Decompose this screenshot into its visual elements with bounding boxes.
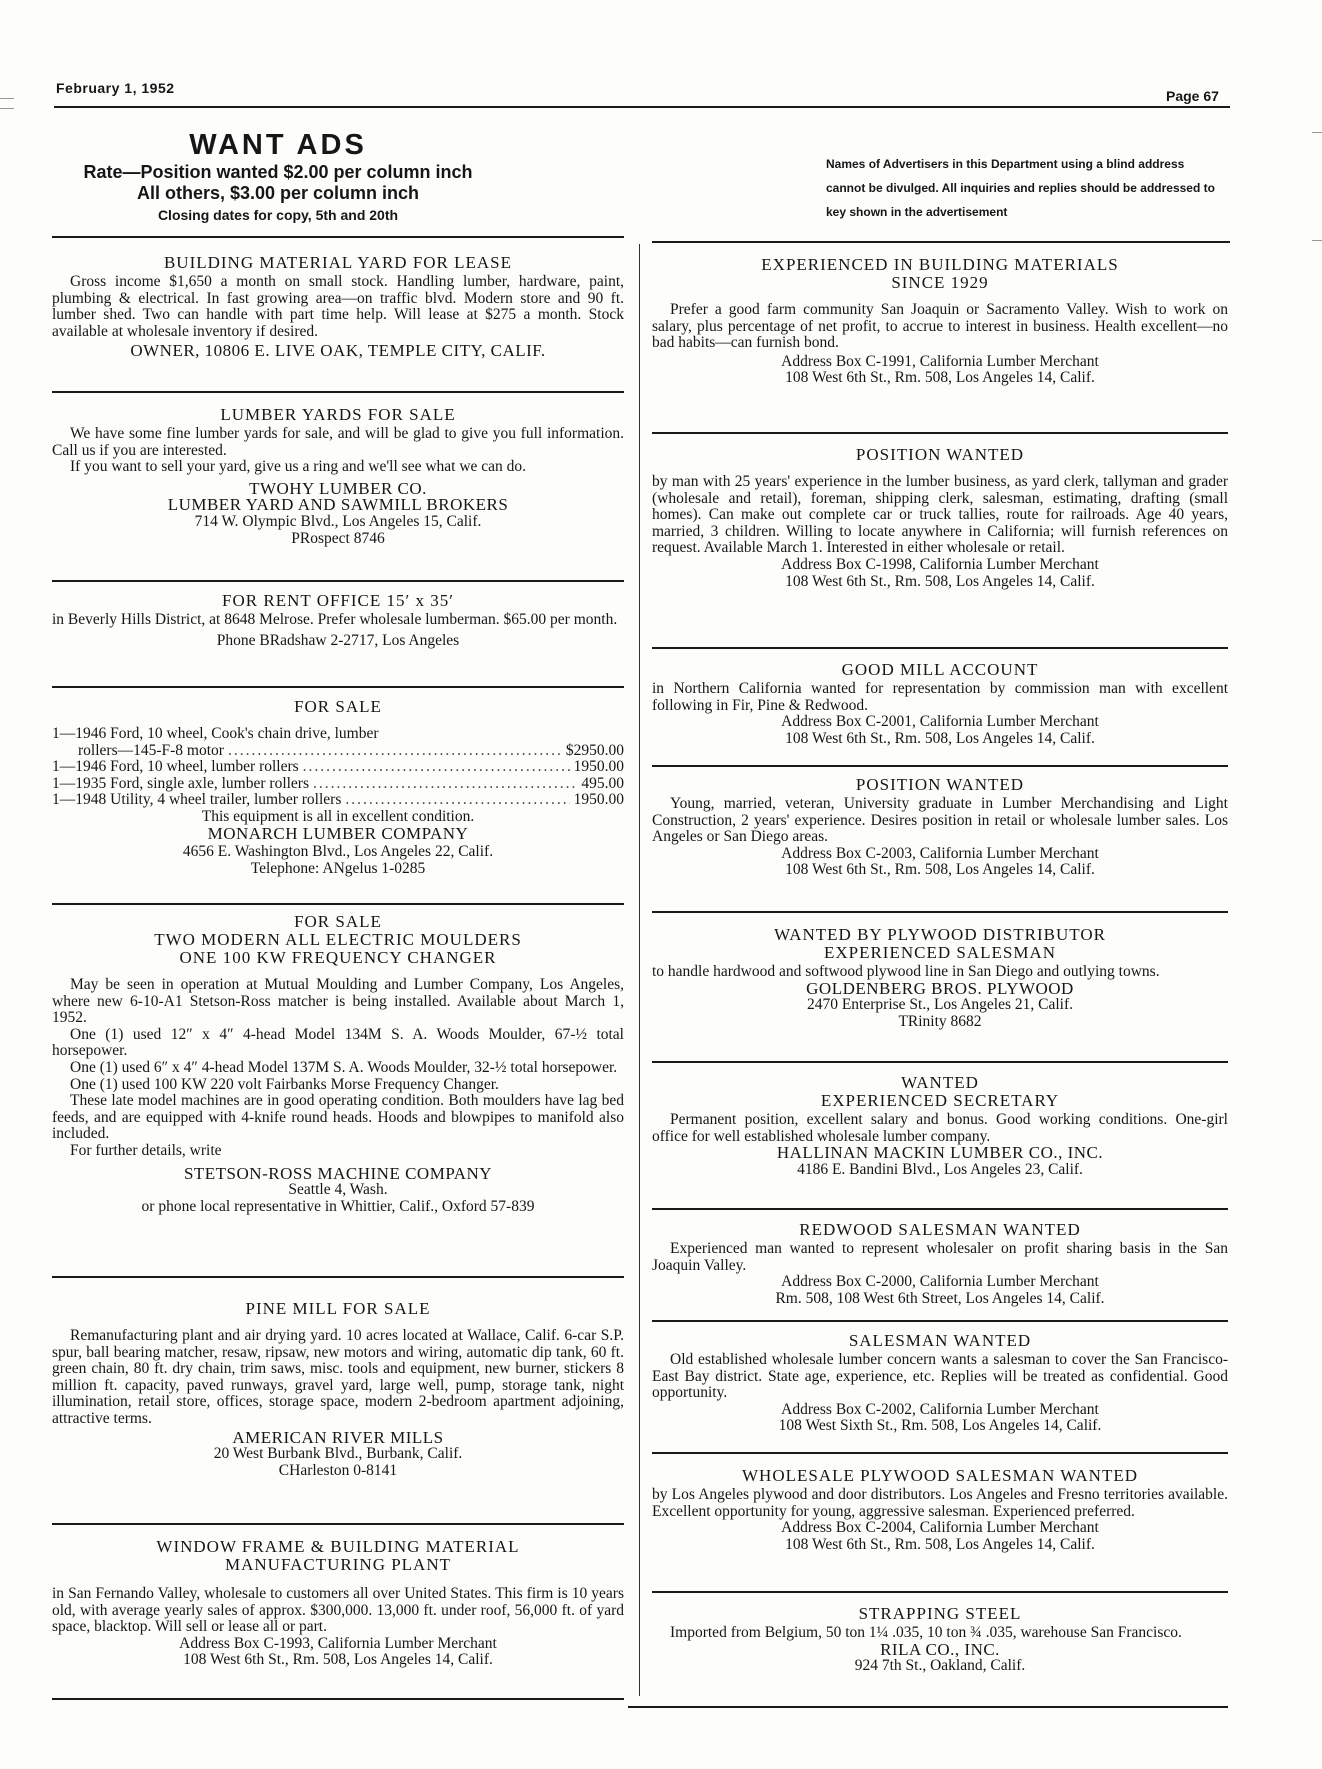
ad-address: 20 West Burbank Blvd., Burbank, Calif.: [213, 1445, 463, 1463]
ad-divider: [52, 391, 624, 393]
ad-body: in Beverly Hills District, at 8648 Melrose. Prefer wholesale lumberman. $65.00 per month.: [52, 611, 618, 628]
ad-address: 108 West Sixth St., Rm. 508, Los Angeles 14, Calif.: [778, 1417, 1102, 1435]
ad-address: Address Box C-2004, California Lumber Merchant: [781, 1519, 1099, 1537]
ad-heading: FOR SALE: [294, 912, 382, 931]
ad-plywood-distributor-salesman: [652, 926, 1228, 1030]
ad-experienced-building-materials: [652, 256, 1228, 387]
equipment-price: 1950.00: [573, 758, 624, 776]
ad-heading: REDWOOD SALESMAN WANTED: [799, 1220, 1081, 1239]
ad-heading: STRAPPING STEEL: [858, 1604, 1022, 1623]
ad-body: by Los Angeles plywood and door distributors. Los Angeles and Fresno territories available. Excellent opportunity for young, aggressive salesman. Experienced preferred.: [652, 1486, 1228, 1520]
ad-address: Seattle 4, Wash.: [288, 1181, 388, 1199]
page-edge-mark: [1312, 132, 1322, 133]
ad-heading: LUMBER YARDS FOR SALE: [220, 405, 456, 424]
equipment-item: [52, 759, 624, 776]
blind-address-notice: Names of Advertisers in this Department using a blind address cannot be divulged. All inquiries and replies should be addressed to key shown in the advertisement: [826, 157, 1215, 219]
ad-address: Address Box C-2002, California Lumber Merchant: [781, 1400, 1099, 1418]
ad-signature: HALLINAN MACKIN LUMBER CO., INC.: [776, 1143, 1104, 1163]
ad-address: 108 West 6th St., Rm. 508, Los Angeles 14, Calif.: [785, 572, 1095, 590]
ad-phone: Telephone: ANgelus 1-0285: [250, 859, 426, 877]
leader-dots: [228, 743, 562, 760]
rate-line-position: Rate—Position wanted $2.00 per column inch: [83, 162, 473, 182]
ad-wholesale-plywood-salesman: [652, 1467, 1228, 1553]
ad-address: Address Box C-1998, California Lumber Merchant: [781, 555, 1099, 573]
ad-signature: TWOHY LUMBER CO.: [249, 478, 427, 498]
ad-body: Old established wholesale lumber concern wants a salesman to cover the San Francisco-East Bay district. State age, experience, etc. Replies will be treated as confidential. Good opportunity.: [652, 1351, 1228, 1402]
ad-body: to handle hardwood and softwood plywood line in San Diego and outlying towns.: [652, 963, 1160, 980]
equipment-item: [52, 792, 624, 809]
ad-body: by man with 25 years' experience in the lumber business, as yard clerk, tallyman and grader (wholesale and retail), foreman, shipping clerk, salesman, estimating, drafting (small homes). Can make out complete car or truck tallies, route for railroads. Age 40 years, married, 3 children. Willing to locate anywhere in California; will furnish references on request. Available March 1. Interested in either wholesale or retail.: [652, 473, 1228, 557]
ad-body: Permanent position, excellent salary and bonus. Good working conditions. One-girl office for well established wholesale lumber company.: [652, 1111, 1228, 1145]
ad-window-frame-plant: [52, 1538, 624, 1669]
ad-divider: [52, 580, 624, 582]
ad-building-material-yard: [52, 254, 624, 360]
ad-divider: [52, 1698, 624, 1700]
ad-position-wanted-graduate: [652, 776, 1228, 879]
equipment-item: 1—1946 Ford, 10 wheel, Cook's chain drive, lumber: [52, 725, 379, 742]
leader-dots: [345, 792, 569, 809]
ad-heading: MANUFACTURING PLANT: [225, 1555, 451, 1574]
ad-address: 108 West 6th St., Rm. 508, Los Angeles 14, Calif.: [785, 861, 1095, 879]
ad-heading: EXPERIENCED SECRETARY: [820, 1091, 1060, 1110]
page-number: Page 67: [1166, 88, 1219, 104]
ad-phone: PRospect 8746: [291, 529, 385, 547]
equipment-label: 1—1948 Utility, 4 wheel trailer, lumber rollers: [52, 791, 342, 809]
ad-divider: [52, 903, 624, 905]
ad-pine-mill-for-sale: [52, 1300, 624, 1479]
page-edge-mark: [0, 98, 14, 99]
ad-heading: FOR SALE: [294, 697, 382, 716]
ad-heading: SINCE 1929: [891, 273, 989, 292]
ad-body: One (1) used 6″ x 4″ 4-head Model 137M S. A. Woods Moulder, 32-½ total horsepower.: [70, 1058, 618, 1076]
closing-dates: Closing dates for copy, 5th and 20th: [157, 207, 399, 223]
ad-address: Address Box C-1993, California Lumber Merchant: [179, 1634, 497, 1652]
ad-signature: STETSON-ROSS MACHINE COMPANY: [183, 1163, 493, 1183]
ad-signature: LUMBER YARD AND SAWMILL BROKERS: [167, 495, 509, 515]
ad-heading: WHOLESALE PLYWOOD SALESMAN WANTED: [742, 1466, 1138, 1485]
header-rule: [54, 106, 1230, 108]
ad-body: in Northern California wanted for representation by commission man with excellent following in Fir, Pine & Redwood.: [652, 680, 1228, 714]
ad-divider: [652, 1320, 1228, 1322]
section-title: WANT ADS: [189, 129, 367, 161]
ad-divider: [52, 686, 624, 688]
ad-body: Imported from Belgium, 50 ton 1¼ .035, 10 ton ¾ .035, warehouse San Francisco.: [670, 1624, 1182, 1641]
ad-address: Address Box C-1991, California Lumber Merchant: [781, 352, 1099, 370]
ad-divider: [652, 1208, 1228, 1210]
ad-heading: TWO MODERN ALL ELECTRIC MOULDERS: [154, 930, 522, 949]
equipment-price: 495.00: [581, 774, 624, 792]
ad-address: 714 W. Olympic Blvd., Los Angeles 15, Calif.: [194, 512, 482, 530]
ad-heading: WINDOW FRAME & BUILDING MATERIAL: [156, 1537, 520, 1556]
ad-address: 108 West 6th St., Rm. 508, Los Angeles 14, Calif.: [785, 1535, 1095, 1553]
ad-address: 4186 E. Bandini Blvd., Los Angeles 23, Calif.: [797, 1160, 1083, 1178]
equipment-label: 1—1946 Ford, 10 wheel, lumber rollers: [52, 758, 299, 776]
ad-address: Address Box C-2000, California Lumber Merchant: [781, 1273, 1099, 1291]
ad-divider: [652, 647, 1228, 649]
ad-heading: POSITION WANTED: [855, 445, 1025, 464]
page-edge-mark: [0, 108, 14, 109]
ad-divider: [652, 1452, 1228, 1454]
ad-address: Address Box C-2001, California Lumber Merchant: [781, 713, 1099, 731]
ad-signature: AMERICAN RIVER MILLS: [232, 1427, 444, 1447]
ad-divider: [652, 765, 1228, 767]
ad-address: 108 West 6th St., Rm. 508, Los Angeles 14, Calif.: [785, 729, 1095, 747]
ad-divider: [652, 1591, 1228, 1593]
ad-heading: SALESMAN WANTED: [848, 1331, 1032, 1350]
ad-body: Experienced man wanted to represent wholesaler on profit sharing basis in the San Joaquin Valley.: [652, 1240, 1228, 1274]
ad-body: These late model machines are in good operating condition. Both moulders have lag bed feeds, and are equipped with 4-knife round heads. Hoods and blowpipes to manifold also included.: [52, 1092, 624, 1143]
ad-heading: FOR RENT OFFICE 15′ x 35′: [222, 591, 454, 610]
ad-strapping-steel: [652, 1605, 1228, 1675]
ad-phone: or phone local representative in Whittier, Calif., Oxford 57-839: [141, 1197, 535, 1215]
ad-divider: [52, 1276, 624, 1278]
ad-heading: EXPERIENCED IN BUILDING MATERIALS: [761, 255, 1119, 274]
ad-experienced-secretary: [652, 1074, 1228, 1178]
ad-heading: POSITION WANTED: [855, 775, 1025, 794]
ad-body: Remanufacturing plant and air drying yard. 10 acres located at Wallace, Calif. 6-car S.P. spur, ball bearing matcher, resaw, ripsaw, new motors and wiring, automatic dip tank, 60 ft. green chain, 80 ft. dry chain, trim saws, misc. tools and equipment, new burner, stickers 8 million ft. capacity, paved runways, gravel yard, large well, pump, storage tank, night illumination, retail store, offices, storage space, modern 2-bedroom apartment adjoining, attractive terms.: [52, 1327, 624, 1427]
ad-address: 108 West 6th St., Rm. 508, Los Angeles 14, Calif.: [183, 1651, 493, 1669]
ad-office-for-rent: [52, 592, 624, 649]
section-rule-right: [652, 241, 1230, 243]
ad-heading: EXPERIENCED SALESMAN: [823, 943, 1057, 962]
section-rule-left: [52, 236, 624, 238]
ad-phone: Phone BRadshaw 2-2717, Los Angeles: [216, 631, 460, 649]
ad-address: 4656 E. Washington Blvd., Los Angeles 22, Calif.: [182, 843, 494, 861]
equipment-label: 1—1935 Ford, single axle, lumber rollers: [52, 774, 309, 792]
ad-heading: BUILDING MATERIAL YARD FOR LEASE: [163, 253, 513, 272]
column-divider: [639, 244, 640, 1696]
ad-phone: TRinity 8682: [898, 1012, 982, 1030]
ad-body: One (1) used 100 KW 220 volt Fairbanks Morse Frequency Changer.: [70, 1075, 499, 1093]
ad-ford-trucks-for-sale: [52, 698, 624, 877]
ad-body: Gross income $1,650 a month on small stock. Handling lumber, hardware, paint, plumbing & electrical. In fast growing area—on traffic blvd. Modern store and 90 ft. lumber shed. Two can handle with part time help. Will lease at $275 a month. Stock available at wholesale inventory if desired.: [52, 273, 624, 340]
ad-phone: CHarleston 0-8141: [278, 1461, 398, 1479]
equipment-item: [52, 776, 624, 793]
ad-body: For further details, write: [70, 1141, 222, 1159]
ad-body: May be seen in operation at Mutual Moulding and Lumber Company, Los Angeles, where new 6-10-A1 Stetson-Ross matcher is being installed. Available about March 1, 1952.: [52, 976, 624, 1027]
ad-divider: [52, 1523, 624, 1525]
ad-signature: GOLDENBERG BROS. PLYWOOD: [806, 978, 1074, 998]
ad-moulders-for-sale: [52, 913, 624, 1215]
ad-heading: PINE MILL FOR SALE: [245, 1299, 431, 1318]
leader-dots: [303, 759, 570, 776]
ad-address: 2470 Enterprise St., Los Angeles 21, Calif.: [806, 996, 1074, 1014]
equipment-item: [52, 743, 624, 760]
ad-position-wanted-yard-clerk: [652, 446, 1228, 590]
ad-note: This equipment is all in excellent condition.: [201, 807, 475, 825]
ad-divider: [652, 911, 1228, 913]
want-ads-title-block: [50, 128, 506, 224]
page-edge-mark: [1312, 240, 1322, 241]
rate-line-others: All others, $3.00 per column inch: [136, 183, 420, 203]
ad-body: Prefer a good farm community San Joaquin or Sacramento Valley. Wish to work on salary, plus percentage of net profit, to accrue to interest in business. Health excellent—no bad habits—can furnish bond.: [652, 301, 1228, 352]
ad-signature: RILA CO., INC.: [880, 1639, 1000, 1659]
ad-body: One (1) used 12″ x 4″ 4-head Model 134M S. A. Woods Moulder, 67-½ total horsepower.: [52, 1025, 624, 1060]
ad-salesman-wanted: [652, 1332, 1228, 1435]
ad-heading: WANTED: [901, 1073, 979, 1092]
ad-address: Rm. 508, 108 West 6th Street, Los Angeles 14, Calif.: [775, 1289, 1105, 1307]
ad-heading: GOOD MILL ACCOUNT: [841, 660, 1039, 679]
ad-body: If you want to sell your yard, give us a ring and we'll see what we can do.: [70, 458, 527, 476]
ad-good-mill-account: [652, 661, 1228, 747]
ad-signature: MONARCH LUMBER COMPANY: [207, 823, 469, 843]
ad-divider: [628, 1706, 1228, 1708]
equipment-price: $2950.00: [565, 741, 624, 759]
ad-signature: OWNER, 10806 E. LIVE OAK, TEMPLE CITY, CALIF.: [130, 341, 546, 361]
equipment-label: rollers—145-F-8 motor: [78, 741, 224, 759]
ad-body: Young, married, veteran, University graduate in Lumber Merchandising and Light Construction, 2 years' experience. Desires position in retail or wholesale lumber sales. Los Angeles or San Diego areas.: [652, 795, 1228, 846]
ad-redwood-salesman-wanted: [652, 1221, 1228, 1307]
ad-heading: WANTED BY PLYWOOD DISTRIBUTOR: [774, 925, 1106, 944]
ad-address: Address Box C-2003, California Lumber Merchant: [781, 844, 1099, 862]
issue-date: February 1, 1952: [56, 80, 175, 96]
equipment-price: 1950.00: [573, 791, 624, 809]
ad-divider: [652, 432, 1228, 434]
ad-address: 924 7th St., Oakland, Calif.: [854, 1657, 1026, 1675]
ad-heading: ONE 100 KW FREQUENCY CHANGER: [179, 948, 497, 967]
leader-dots: [313, 776, 577, 793]
ad-body: We have some fine lumber yards for sale, and will be glad to give you full information. Call us if you are interested.: [52, 425, 624, 459]
ad-body: in San Fernando Valley, wholesale to customers all over United States. This firm is 10 years old, with average yearly sales of approx. $300,000. 13,000 ft. under roof, 56,000 ft. of yard space, blacktop. Will sell or lease all or part.: [52, 1585, 624, 1636]
ad-address: 108 West 6th St., Rm. 508, Los Angeles 14, Calif.: [785, 369, 1095, 387]
ad-divider: [652, 1061, 1228, 1063]
ad-lumber-yards-for-sale: [52, 406, 624, 547]
